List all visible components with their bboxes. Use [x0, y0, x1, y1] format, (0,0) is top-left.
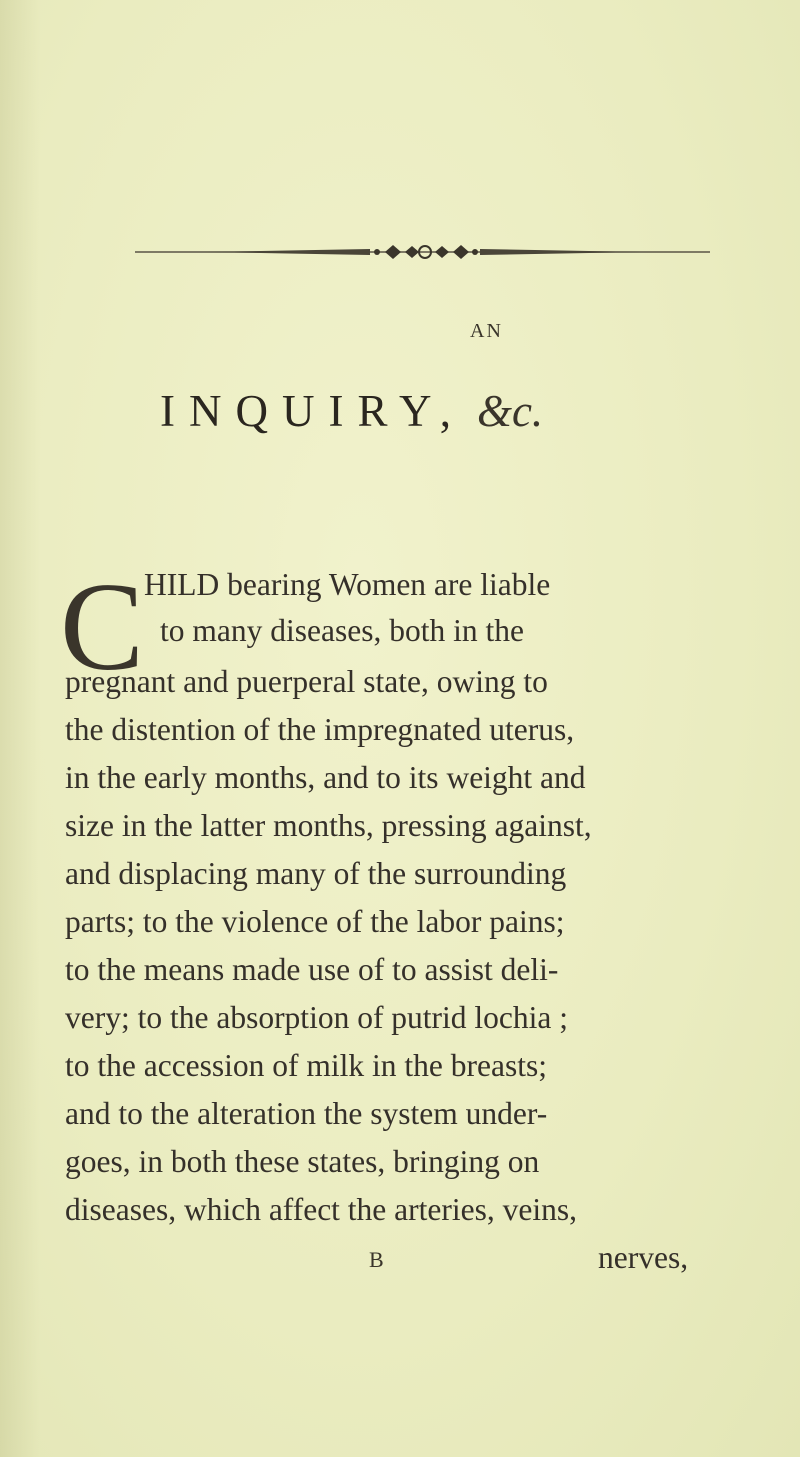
page-edge-shading [0, 0, 40, 1457]
signature-mark: B [369, 1247, 384, 1272]
text-line: parts; to the violence of the labor pains; [65, 904, 565, 939]
text-line: to the means made use of to assist deli- [65, 952, 559, 987]
text-line: in the early months, and to its weight and [65, 760, 586, 795]
decorative-rule-ornament [135, 238, 710, 262]
text-line: size in the latter months, pressing against, [65, 808, 592, 843]
title-etc: &c. [476, 386, 544, 436]
text-line: to the accession of milk in the breasts; [65, 1048, 548, 1083]
text-line: pregnant and puerperal state, owing to [65, 664, 548, 699]
drop-cap: C [60, 558, 145, 697]
page-title [160, 385, 720, 437]
pre-title: AN [470, 320, 503, 342]
catchword: nerves, [598, 1240, 689, 1275]
text-line: to many diseases, both in the [160, 613, 524, 648]
title-word: INQUIRY, [160, 386, 465, 436]
text-line: the distention of the impregnated uterus, [65, 712, 575, 747]
text-line: very; to the absorption of putrid lochia ; [65, 1000, 569, 1035]
text-line: HILD bearing Women are liable [144, 567, 551, 602]
text-line: and to the alteration the system under- [65, 1096, 548, 1131]
text-line: goes, in both these states, bringing on [65, 1144, 540, 1179]
text-line: diseases, which affect the arteries, veins, [65, 1192, 577, 1227]
text-line: and displacing many of the surrounding [65, 856, 567, 891]
